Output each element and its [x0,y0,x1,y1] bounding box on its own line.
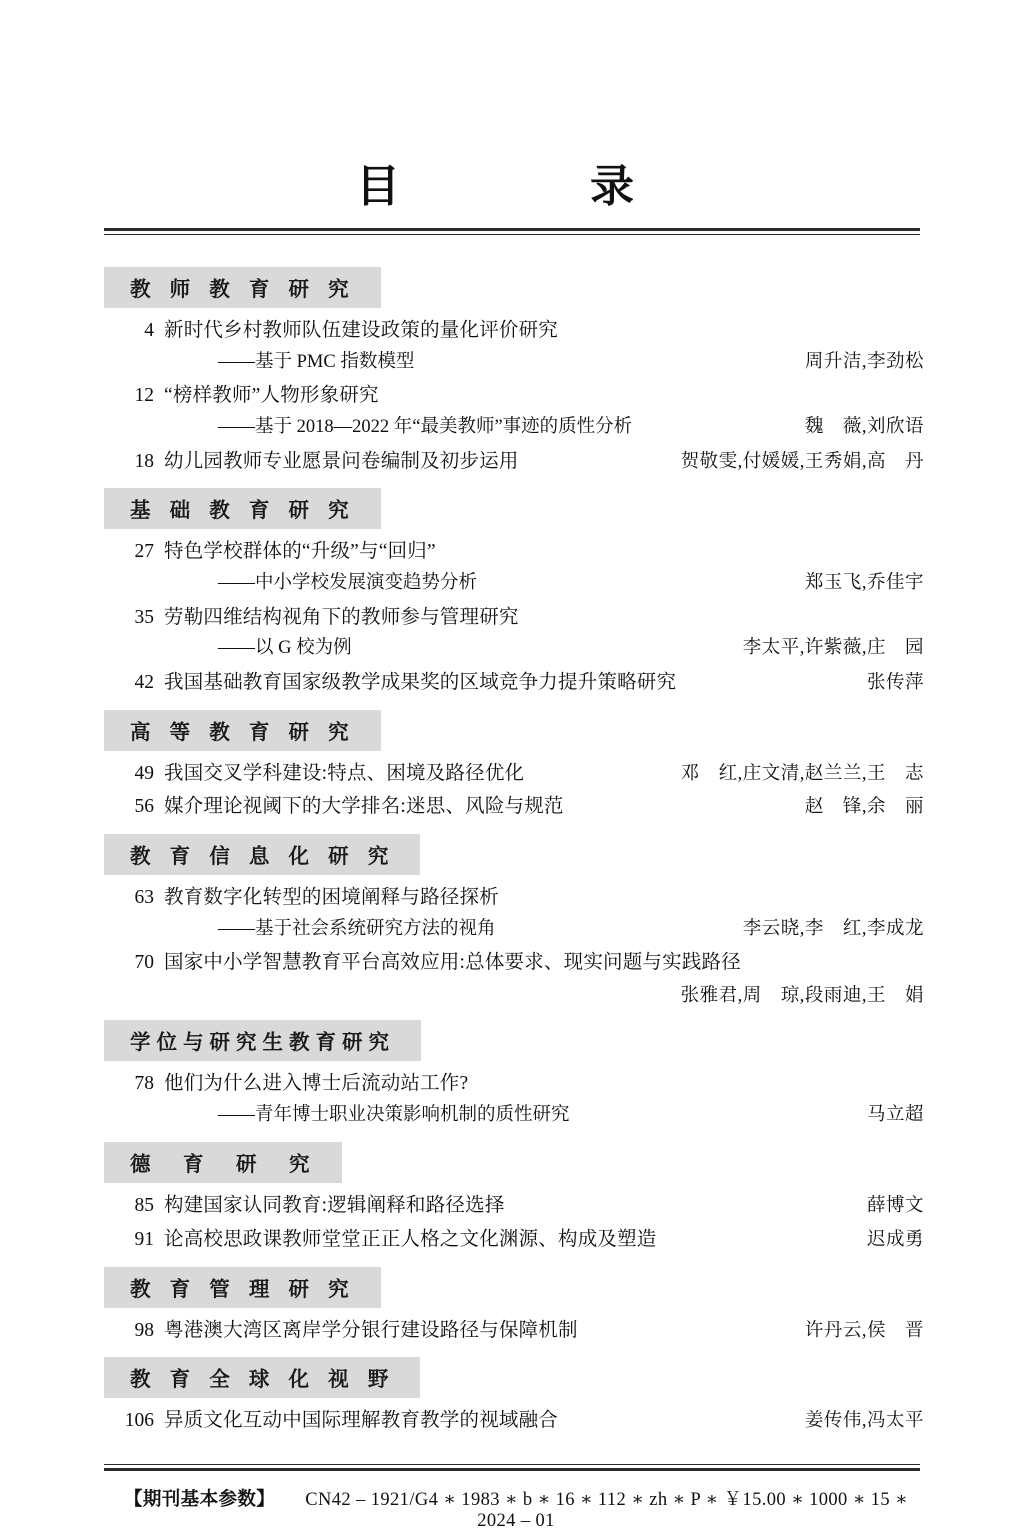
toc-entry[interactable] [100,314,924,348]
toc-entry[interactable] [100,1189,924,1223]
entry-page-number: 12 [134,385,154,407]
section-heading-row [100,824,924,881]
entry-title: 教育数字化转型的困境阐释与路径探析 [164,887,499,908]
toc-subentry [100,413,924,445]
journal-parameters-label: 【期刊基本参数】 [123,1489,276,1510]
toc-subentry [100,915,924,947]
entry-subtitle: ——青年博士职业决策影响机制的质性研究 [218,1104,570,1125]
entry-page-number: 56 [134,796,154,818]
toc-entry[interactable] [100,666,924,700]
journal-parameters [100,1485,924,1532]
entry-authors: 薛博文 [866,1196,924,1217]
entry-subtitle: ——基于社会系统研究方法的视角 [218,918,496,939]
section-heading-row [100,1347,924,1404]
section-heading-row [100,257,924,314]
page-title: 目 录 [356,161,668,212]
entry-authors: 赵 锋,余 丽 [804,797,924,818]
toc-entry[interactable] [100,1067,924,1101]
entry-title: 论高校思政课教师堂堂正正人格之文化渊源、构成及塑造 [164,1229,657,1250]
entry-page-number: 42 [134,672,154,694]
entry-page-number: 4 [144,320,154,341]
toc-subentry [100,1101,924,1133]
section-heading: 基 础 教 育 研 究 [104,488,381,529]
toc-entry[interactable] [100,445,924,479]
toc-entry[interactable] [100,1223,924,1257]
entry-title: 异质文化互动中国际理解教育教学的视域融合 [164,1410,559,1432]
entry-title: 劳勒四维结构视角下的教师参与管理研究 [164,606,519,628]
entry-page-number: 63 [134,887,154,908]
section-heading: 学位与研究生教育研究 [104,1020,421,1061]
entry-subtitle: ——中小学校发展演变趋势分析 [218,573,478,593]
entry-authors: 张雅君,周 琼,段雨迪,王 娟 [680,986,924,1006]
entry-title: 特色学校群体的“升级”与“回归” [164,541,436,563]
toc-body [100,257,924,1438]
entry-page-number: 85 [134,1195,154,1217]
section-heading: 教 育 全 球 化 视 野 [104,1357,420,1398]
entry-title: 粤港澳大湾区离岸学分银行建设路径与保障机制 [164,1319,578,1341]
toc-entry[interactable] [100,601,924,635]
section-heading: 教 育 信 息 化 研 究 [104,834,420,875]
entry-title: 国家中小学智慧教育平台高效应用:总体要求、现实问题与实践路径 [164,952,741,974]
entry-page-number: 78 [134,1073,154,1094]
toc-entry[interactable] [100,881,924,915]
entry-page-number: 91 [134,1229,154,1250]
entry-authors: 贺敬雯,付媛媛,王秀娟,高 丹 [680,451,924,472]
bottom-divider [104,1464,920,1471]
entry-authors: 迟成勇 [866,1230,924,1250]
section-heading-row [100,478,924,535]
entry-page-number: 35 [134,606,154,628]
entry-authors: 姜传伟,冯太平 [804,1411,924,1432]
section-heading-row [100,700,924,757]
section-heading-row [100,1132,924,1189]
entry-title: 构建国家认同教育:逻辑阐释和路径选择 [164,1195,505,1217]
toc-entry[interactable] [100,1404,924,1438]
entry-authors: 魏 薇,刘欣语 [804,417,924,437]
entry-subtitle: ——以 G 校为例 [218,638,352,659]
entry-authors: 李太平,许紫薇,庄 园 [742,638,924,659]
section-heading: 高 等 教 育 研 究 [104,710,381,751]
toc-entry[interactable] [100,535,924,569]
entry-title: “榜样教师”人物形象研究 [164,385,379,407]
section-heading-row [100,1010,924,1067]
entry-title: 媒介理论视阈下的大学排名:迷思、风险与规范 [164,796,564,818]
section-heading: 教 育 管 理 研 究 [104,1267,381,1308]
entry-title: 新时代乡村教师队伍建设政策的量化评价研究 [164,320,559,341]
entry-authors: 许丹云,侯 晋 [804,1320,924,1341]
toc-subentry [100,348,924,380]
entry-authors: 马立超 [866,1104,924,1125]
entry-page-number: 49 [134,762,154,784]
entry-authors: 郑玉飞,乔佳宇 [804,573,924,593]
entry-title: 我国交叉学科建设:特点、困境及路径优化 [164,762,525,784]
toc-entry[interactable] [100,1314,924,1348]
section-heading: 德 育 研 究 [104,1142,342,1183]
toc-entry[interactable] [100,757,924,791]
entry-subtitle: ——基于 PMC 指数模型 [218,351,415,372]
entry-authors: 李云晓,李 红,李成龙 [742,918,924,939]
entry-page-number: 27 [134,541,154,563]
entry-authors: 张传萍 [866,673,924,694]
entry-page-number: 18 [134,450,154,472]
top-divider [104,228,920,235]
entry-page-number: 106 [124,1410,154,1432]
toc-entry[interactable] [100,790,924,824]
entry-title: 他们为什么进入博士后流动站工作? [164,1073,469,1094]
section-heading: 教 师 教 育 研 究 [104,267,381,308]
entry-authors: 邓 红,庄文清,赵兰兰,王 志 [680,763,924,784]
entry-page-number: 70 [134,952,154,974]
section-heading-row [100,1257,924,1314]
toc-entry[interactable] [100,946,924,980]
entry-authors: 周升洁,李劲松 [804,351,924,372]
entry-title: 我国基础教育国家级教学成果奖的区域竞争力提升策略研究 [164,672,677,694]
toc-subentry [100,634,924,666]
entry-subtitle: ——基于 2018—2022 年“最美教师”事迹的质性分析 [218,417,633,437]
entry-page-number: 98 [134,1319,154,1341]
entry-title: 幼儿园教师专业愿景问卷编制及初步运用 [164,450,519,472]
toc-subentry [100,569,924,601]
journal-parameters-value: CN42 – 1921/G4 ∗ 1983 ∗ b ∗ 16 ∗ 112 ∗ zh ∗ P ∗ ￥15.00 ∗ 1000 ∗ 15 ∗ 2024 – 01 [305,1489,909,1531]
toc-entry[interactable] [100,379,924,413]
